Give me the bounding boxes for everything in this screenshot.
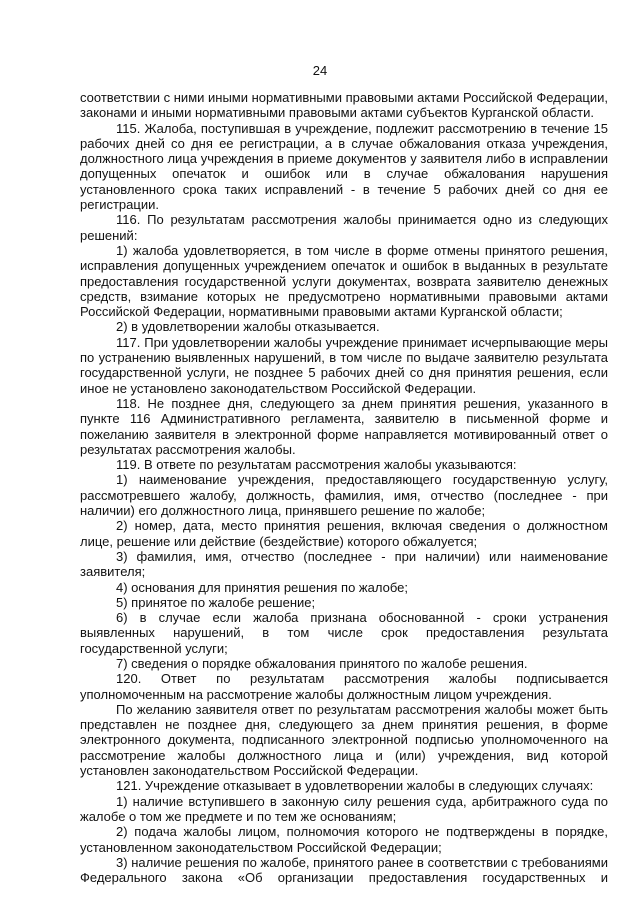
paragraph-121-item-3: 3) наличие решения по жалобе, принятого ранее в соответствии с требованиями Федерального закона «Об организации предоставления государственных и [80, 854, 608, 886]
paragraph-119-item-4: 4) основания для принятия решения по жалобе; [116, 579, 408, 595]
paragraph-118: 118. Не позднее дня, следующего за днем принятия решения, указанного в пункте 116 Административного регламента, заявителю в письменной форме и пожеланию заявителя в электронной форме направляется мотивированный ответ о результатах рассмотрения жалобы. [80, 395, 608, 457]
paragraph-116: 116. По результатам рассмотрения жалобы принимается одно из следующих решений: [80, 212, 608, 243]
paragraph-116-item-1: 1) жалоба удовлетворяется, в том числе в форме отмены принятого решения, исправления допущенных учреждением опечаток и ошибок в выданных в результате предоставления государственной услуги документах, возврата заявителю денежных средств, взимание которых не предусмотрено нормативными правовыми актами Российской Федерации, нормативными правовыми актами Курганской области; [80, 242, 608, 320]
paragraph-120-electronic-answer: По желанию заявителя ответ по результатам рассмотрения жалобы может быть представлен не позднее дня, следующего за днем принятия решения, в форме электронного документа, подписанного электронной подписью уполномоченного на рассмотрение жалобы должностного лица и (или) учреждения, вид которой установлен законодательством Российской Федерации. [80, 701, 608, 779]
paragraph-119-item-3: 3) фамилия, имя, отчество (последнее - при наличии) или наименование заявителя; [80, 548, 608, 580]
paragraph-119-item-7: 7) сведения о порядке обжалования принятого по жалобе решения. [116, 655, 528, 671]
paragraph-119-item-1: 1) наименование учреждения, предоставляющего государственную услугу, рассмотревшего жалобу, должность, фамилия, имя, отчество (последнее - при наличии) его должностного лица, принявшего решение по жалобе; [80, 472, 608, 519]
paragraph-117: 117. При удовлетворении жалобы учреждение принимает исчерпывающие меры по устранению выявленных нарушений, в том числе по выдаче заявителю результата государственной услуги, не позднее 5 рабочих дней со дня принятия решения, если иное не установлено законодательством Российской Федерации. [80, 334, 608, 396]
paragraph-119: 119. В ответе по результатам рассмотрения жалобы указываются: [116, 457, 517, 473]
paragraph-115: 115. Жалоба, поступившая в учреждение, подлежит рассмотрению в течение 15 рабочих дней со дня ее регистрации, а в случае обжалования отказа учреждения, должностного лица учреждения в приеме документов у заявителя либо в исправлении допущенных опечаток и ошибок или в случае обжалования нарушения установленного срока таких исправлений - в течение 5 рабочих дней со дня ее регистрации. [80, 120, 608, 213]
paragraph-120: 120. Ответ по результатам рассмотрения жалобы подписывается уполномоченным на рассмотрение жалобы должностным лицом учреждения. [80, 671, 608, 702]
paragraph-continuation: соответствии с ними иными нормативными правовыми актами Российской Федерации, законами и иными нормативными правовыми актами субъектов Курганской области. [80, 90, 609, 121]
paragraph-116-item-2: 2) в удовлетворении жалобы отказывается. [116, 319, 380, 335]
paragraph-121: 121. Учреждение отказывает в удовлетворении жалобы в следующих случаях: [116, 778, 594, 794]
paragraph-119-item-2: 2) номер, дата, место принятия решения, включая сведения о должностном лице, решение или действие (бездействие) которого обжалуется; [80, 518, 608, 549]
paragraph-119-item-6: 6) в случае если жалоба признана обоснованной - сроки устранения выявленных нарушений, в том числе срок предоставления результата государственной услуги; [80, 610, 608, 656]
paragraph-121-item-2: 2) подача жалобы лицом, полномочия которого не подтверждены в порядке, установленном законодательством Российской Федерации; [80, 824, 608, 855]
document-body [80, 90, 608, 885]
paragraph-119-item-5: 5) принятое по жалобе решение; [116, 594, 316, 610]
paragraph-121-item-1: 1) наличие вступившего в законную силу решения суда, арбитражного суда по жалобе о том же предмете и по тем же основаниям; [80, 793, 608, 824]
page-number: 24 [312, 63, 328, 78]
